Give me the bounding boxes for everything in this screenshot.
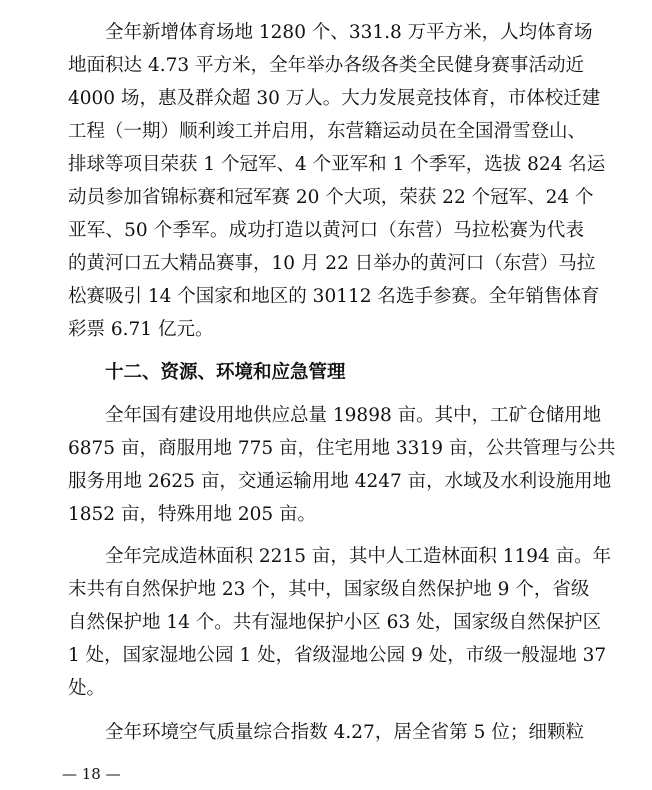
paragraph-sports-line: 松赛吸引 14 个国家和地区的 30112 名选手参赛。全年销售体育 <box>68 286 600 307</box>
paragraph-sports-line: 4000 场，惠及群众超 30 万人。大力发展竞技体育，市体校迁建 <box>68 88 601 109</box>
paragraph-sports-line: 的黄河口五大精品赛事，10 月 22 日举办的黄河口（东营）马拉 <box>68 253 596 274</box>
paragraph-sports-line: 工程（一期）顺利竣工并启用，东营籍运动员在全国滑雪登山、 <box>68 121 587 142</box>
page-number: — 18 — <box>62 765 121 783</box>
paragraph-forest-line: 全年完成造林面积 2215 亩，其中人工造林面积 1194 亩。年 <box>105 546 612 567</box>
paragraph-sports-line: 地面积达 4.73 平方米，全年举办各级各类全民健身赛事活动近 <box>68 55 584 76</box>
paragraph-sports-line: 全年新增体育场地 1280 个、331.8 万平方米，人均体育场 <box>105 22 593 43</box>
paragraph-sports-line: 彩票 6.71 亿元。 <box>68 319 214 340</box>
paragraph-forest-line: 自然保护地 14 个。共有湿地保护小区 63 处，国家级自然保护区 <box>68 612 602 633</box>
paragraph-forest-line: 末共有自然保护地 23 个，其中，国家级自然保护地 9 个，省级 <box>68 579 590 600</box>
section-heading: 十二、资源、环境和应急管理 <box>105 362 346 383</box>
paragraph-land-line: 全年国有建设用地供应总量 19898 亩。其中，工矿仓储用地 <box>105 405 602 426</box>
paragraph-forest-line: 处。 <box>68 678 106 699</box>
paragraph-air-line: 全年环境空气质量综合指数 4.27，居全省第 5 位；细颗粒 <box>105 722 584 743</box>
paragraph-sports-line: 动员参加省锦标赛和冠军赛 20 个大项，荣获 22 个冠军、24 个 <box>68 187 594 208</box>
paragraph-land-line: 服务用地 2625 亩，交通运输用地 4247 亩，水域及水利设施用地 <box>68 471 612 492</box>
paragraph-sports-line: 排球等项目荣获 1 个冠军、4 个亚军和 1 个季军，选拔 824 名运 <box>68 154 606 175</box>
paragraph-forest-line: 1 处，国家湿地公园 1 处，省级湿地公园 9 处，市级一般湿地 37 <box>68 645 607 666</box>
paragraph-sports-line: 亚军、50 个季军。成功打造以黄河口（东营）马拉松赛为代表 <box>68 220 584 241</box>
paragraph-land-line: 6875 亩，商服用地 775 亩，住宅用地 3319 亩，公共管理与公共 <box>68 438 616 459</box>
paragraph-land-line: 1852 亩，特殊用地 205 亩。 <box>68 504 317 525</box>
